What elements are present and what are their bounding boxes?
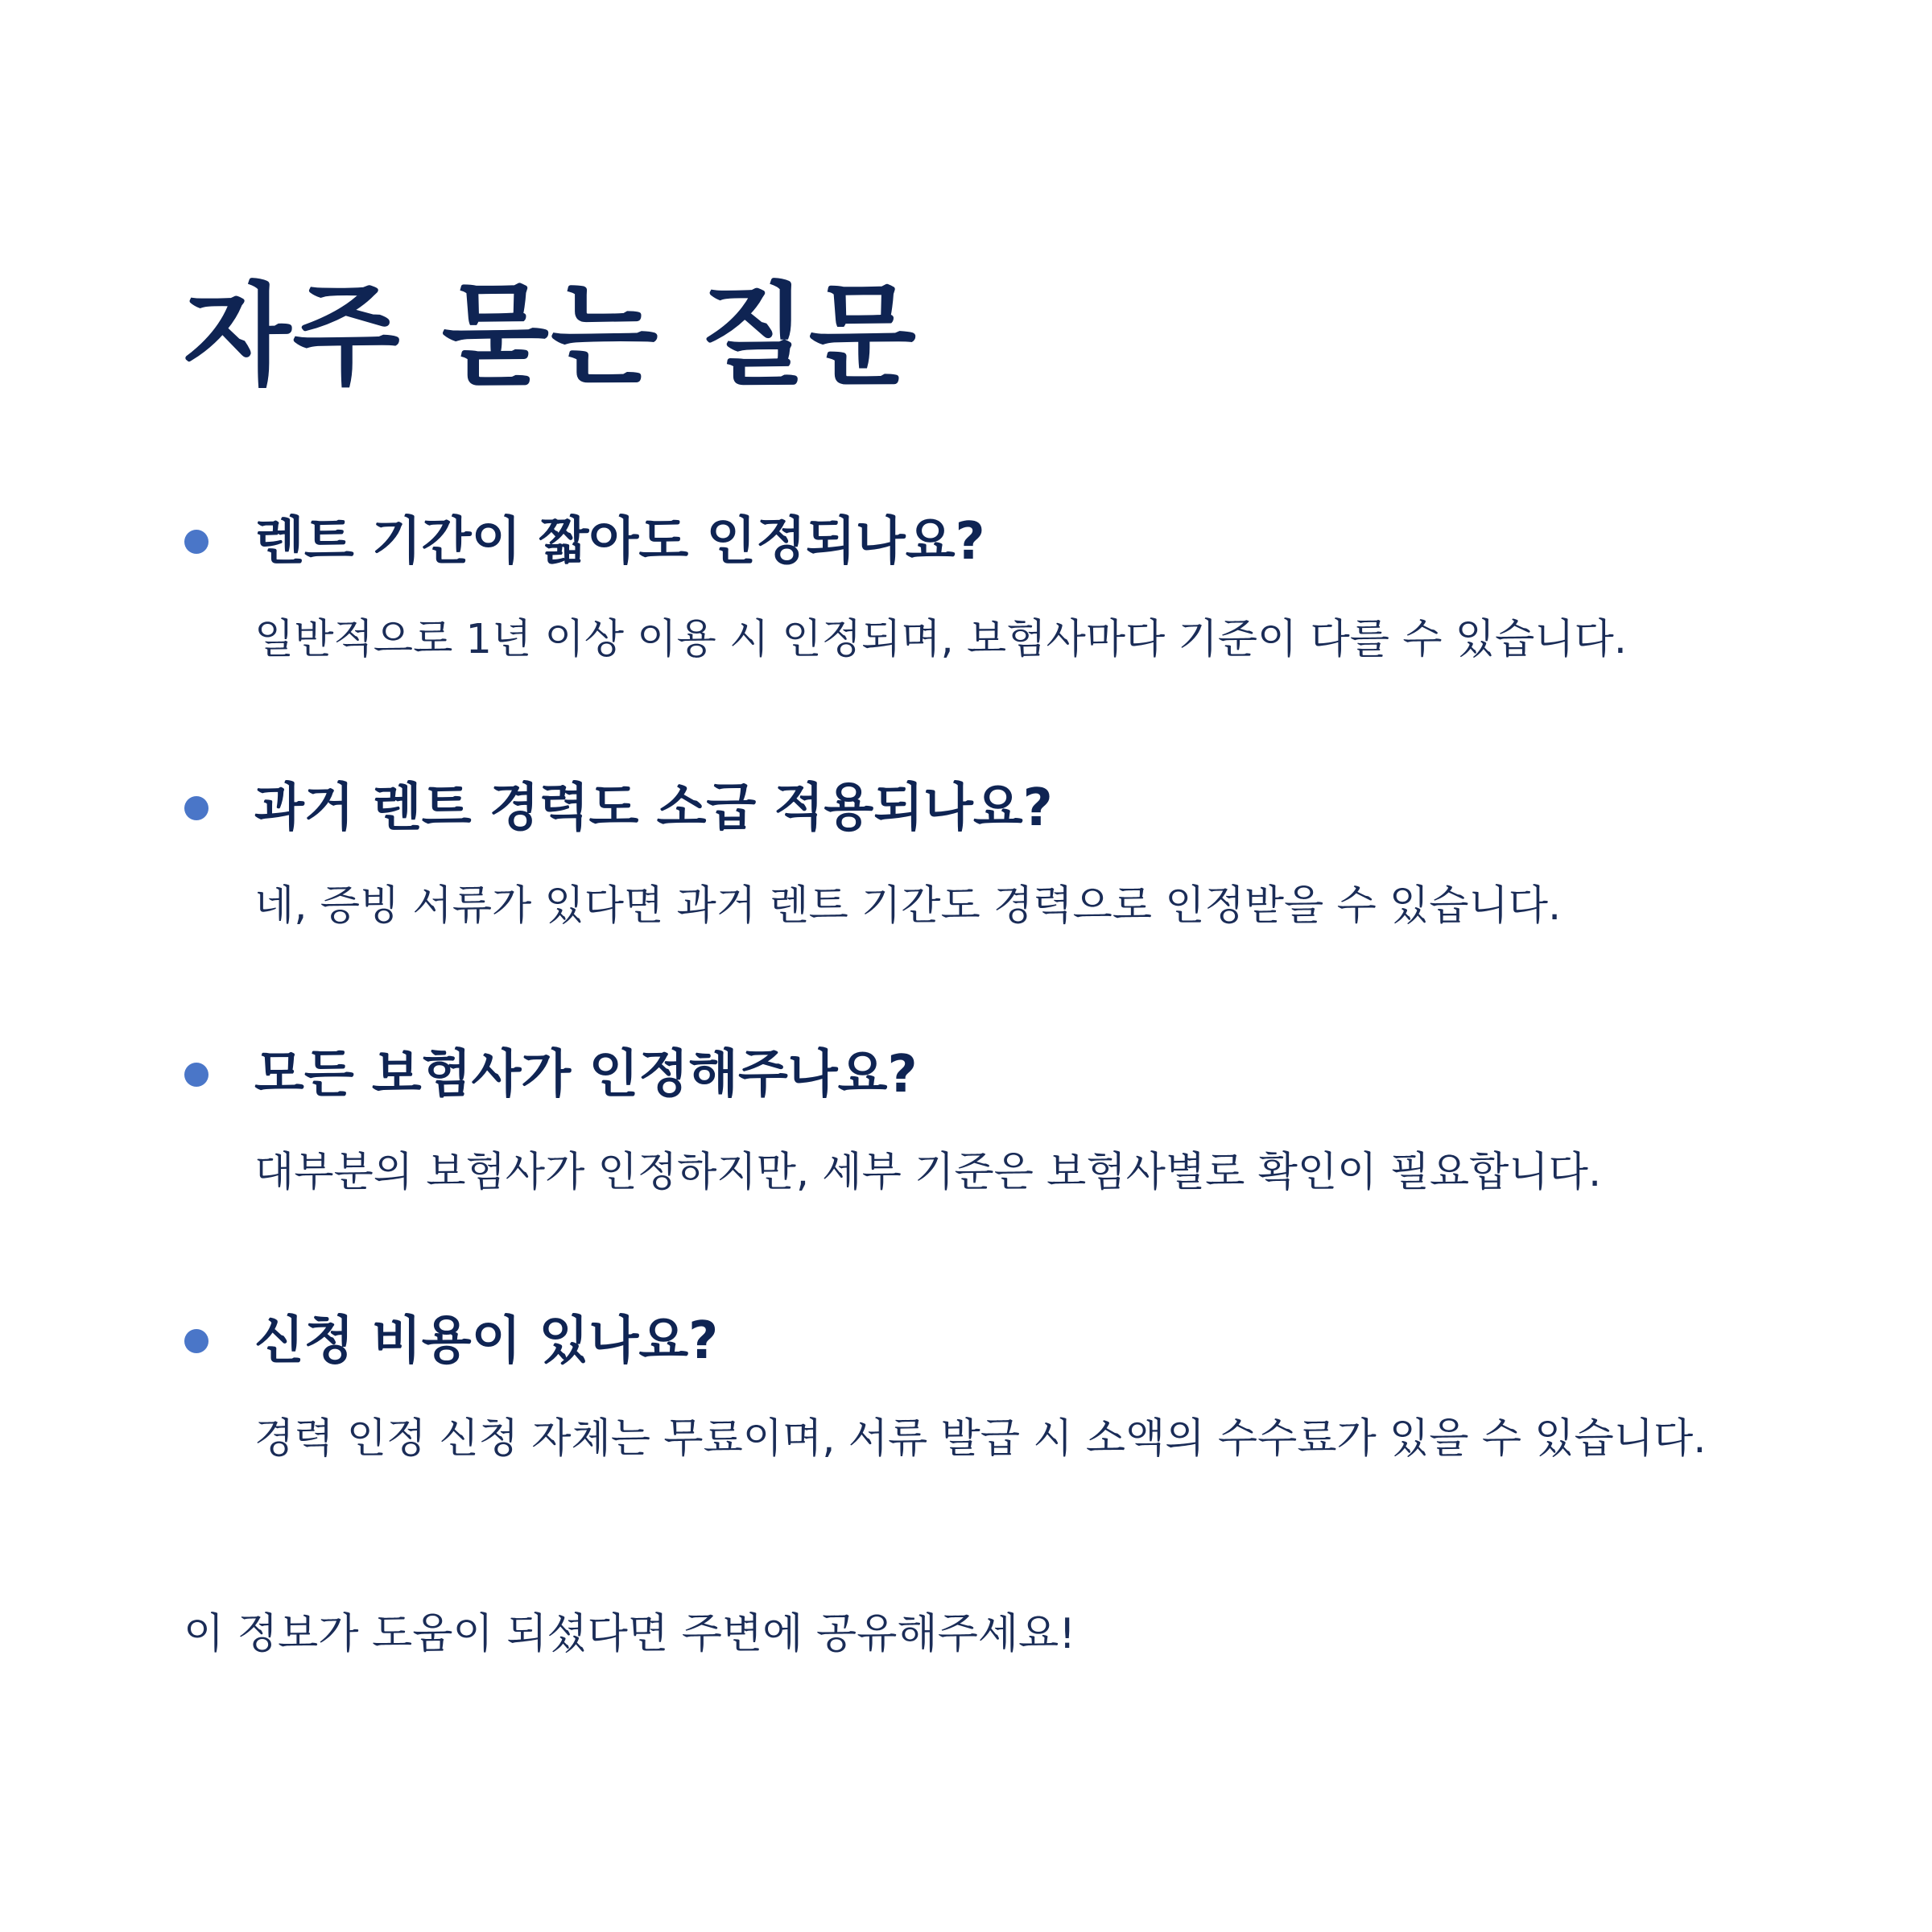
faq-answer: 대부분의 보험사가 인정하지만, 세부 기준은 보험사별로 확인이 필요합니다. xyxy=(254,1149,1602,1196)
faq-answer: 일반적으로 1년 이상 이용 시 인정되며, 보험사마다 기준이 다를 수 있습니다. xyxy=(254,616,1627,663)
faq-answer: 네, 증빙 서류가 있다면 과거 렌트 기간도 경력으로 인정받을 수 있습니다. xyxy=(254,882,1562,930)
page-title: 자주 묻는 질문 xyxy=(184,271,918,401)
bullet-dot-icon xyxy=(184,796,208,820)
faq-question: 과거 렌트 경력도 소급 적용되나요? xyxy=(254,778,1053,838)
faq-question: 신청 비용이 있나요? xyxy=(254,1311,719,1371)
faq-question: 렌트 기간이 짧아도 인정되나요? xyxy=(254,512,985,572)
bullet-dot-icon xyxy=(184,1329,208,1353)
share-message: 이 정보가 도움이 되셨다면 주변에 공유해주세요! xyxy=(184,1610,1076,1658)
bullet-dot-icon xyxy=(184,530,208,554)
faq-answer: 경력 인정 신청 자체는 무료이며, 서류 발급 시 소액의 수수료가 있을 수 있습니다. xyxy=(254,1415,1707,1463)
faq-question: 모든 보험사가 인정해주나요? xyxy=(254,1045,918,1104)
bullet-dot-icon xyxy=(184,1063,208,1087)
